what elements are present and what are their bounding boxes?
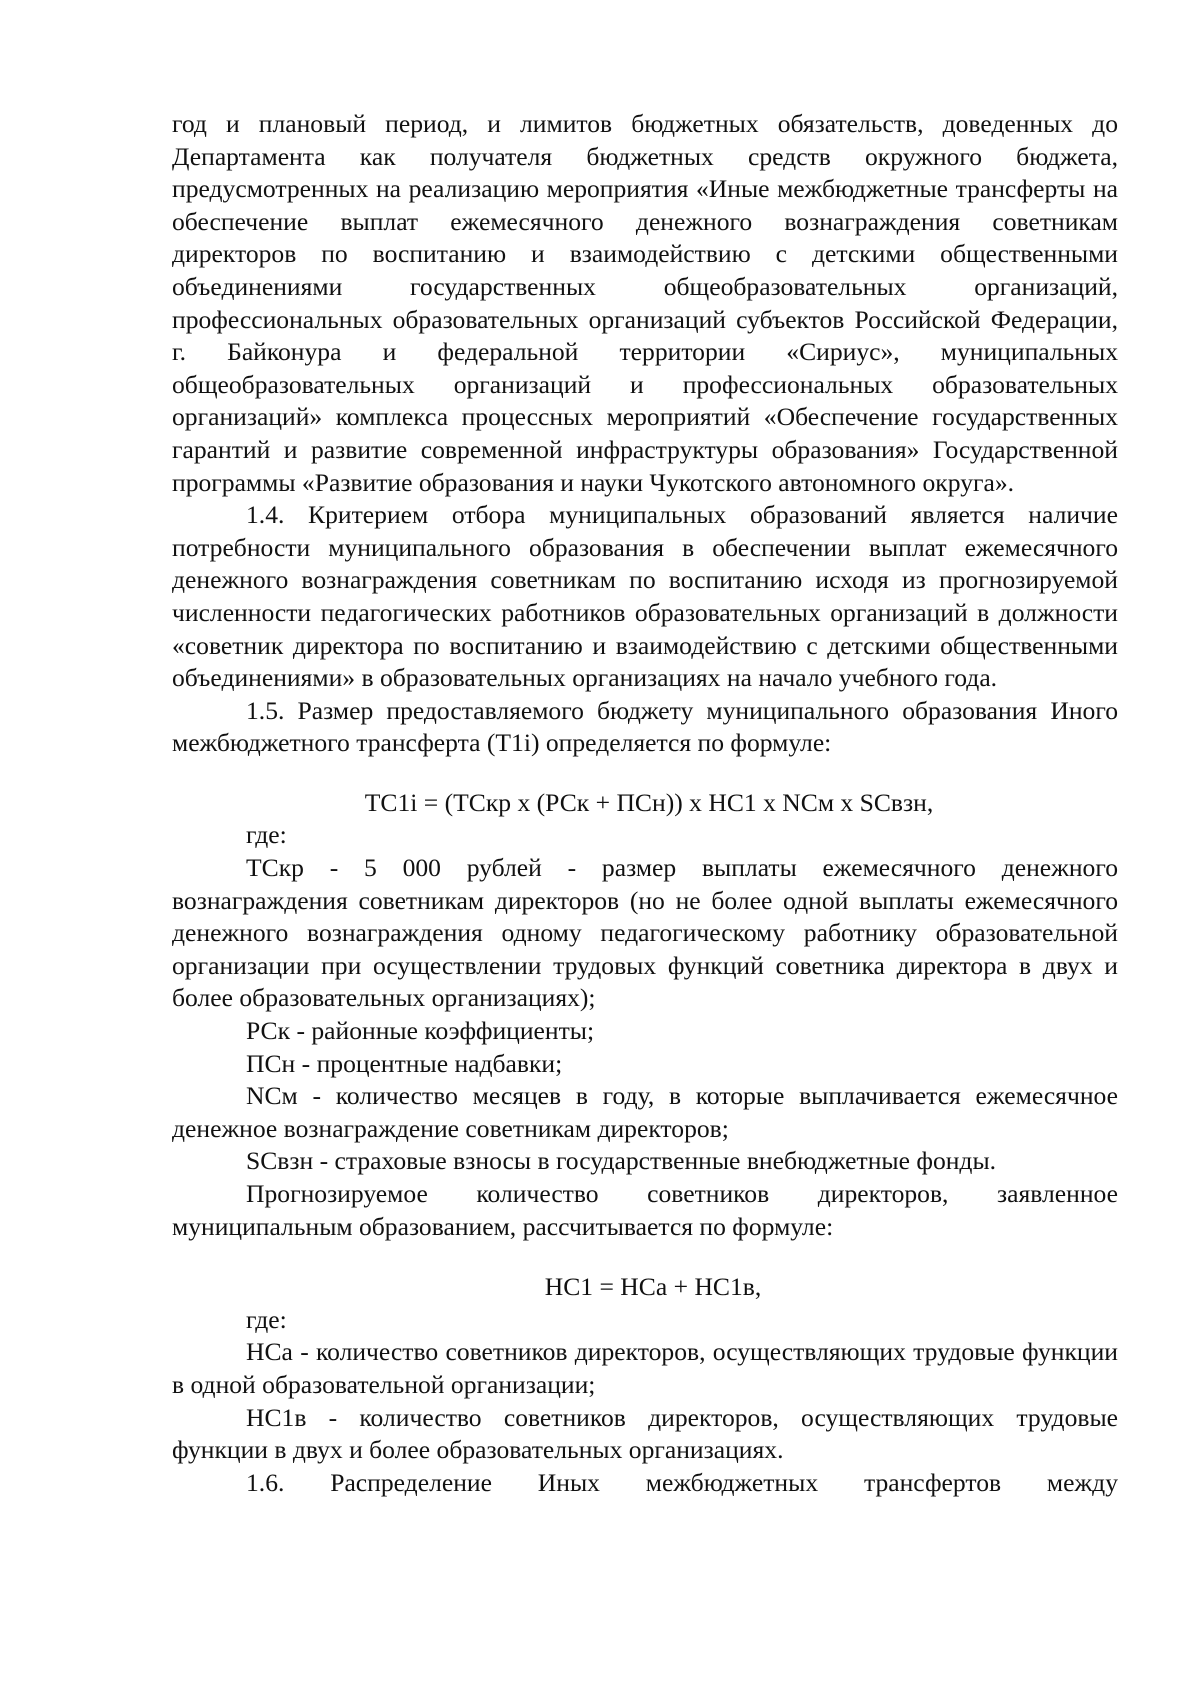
where-label-2: где: <box>246 1304 287 1334</box>
paragraph-1-5: 1.5. Размер предоставляемого бюджету муниципального образования Иного межбюджетного трансферта (Т1i) определяется по формуле: <box>172 695 1118 758</box>
definition-ns1v: НС1в - количество советников директоров, осуществляющих трудовые функции в двух и более образовательных организациях. <box>172 1402 1118 1465</box>
where-label-1: где: <box>246 820 287 850</box>
document-page <box>172 108 1118 1499</box>
paragraph-1-6: 1.6. Распределение Иных межбюджетных трансфертов между <box>246 1467 1118 1497</box>
paragraph-1-4: 1.4. Критерием отбора муниципальных образований является наличие потребности муниципального образования в обеспечении выплат ежемесячного денежного вознаграждения советникам по воспитанию исходя из прогнозируемой численности педагогических работников образовательных организаций в должности «советник директора по воспитанию и взаимодействию с детскими общественными объединениями» в образовательных организациях на начало учебного года. <box>172 500 1118 693</box>
formula-tc1i: ТС1i = (ТСкр х (РСк + ПСн)) х НС1 х NСм х SСвзн, <box>364 787 934 817</box>
definition-rsk: РСк - районные коэффициенты; <box>246 1016 595 1046</box>
definition-tskr: ТСкр - 5 000 рублей - размер выплаты ежемесячного денежного вознаграждения советникам директоров (но не более одной выплаты ежемесячного денежного вознаграждения одному педагогическому работнику образовательной организации при осуществлении трудовых функций советника директора в двух и более образовательных организациях); <box>172 853 1118 1013</box>
paragraph-intro: год и плановый период, и лимитов бюджетных обязательств, доведенных до Департамента как получателя бюджетных средств окружного бюджета, предусмотренных на реализацию мероприятия «Иные межбюджетные трансферты на обеспечение выплат ежемесячного денежного вознаграждения советникам директоров по воспитанию и взаимодействию с детскими общественными объединениями государственных общеобразовательных организаций, профессиональных образовательных организаций субъектов Российской Федерации, г. Байконура и федеральной территории «Сириус», муниципальных общеобразовательных организаций и профессиональных образовательных организаций» комплекса процессных мероприятий «Обеспечение государственных гарантий и развитие современной инфраструктуры образования» Государственной программы «Развитие образования и науки Чукотского автономного округа». <box>172 109 1118 497</box>
formula-ns1: НС1 = НСа + НС1в, <box>544 1272 762 1302</box>
definition-svzn: SСвзн - страховые взносы в государственные внебюджетные фонды. <box>246 1146 997 1176</box>
definition-nsa: НСа - количество советников директоров, осуществляющих трудовые функции в одной образовательной организации; <box>172 1337 1118 1399</box>
definition-nsm: NСм - количество месяцев в году, в которые выплачивается ежемесячное денежное вознаграждение советникам директоров; <box>172 1081 1118 1143</box>
definition-psn: ПСн - процентные надбавки; <box>246 1048 563 1078</box>
paragraph-forecast: Прогнозируемое количество советников директоров, заявленное муниципальным образованием, рассчитывается по формуле: <box>172 1179 1118 1241</box>
